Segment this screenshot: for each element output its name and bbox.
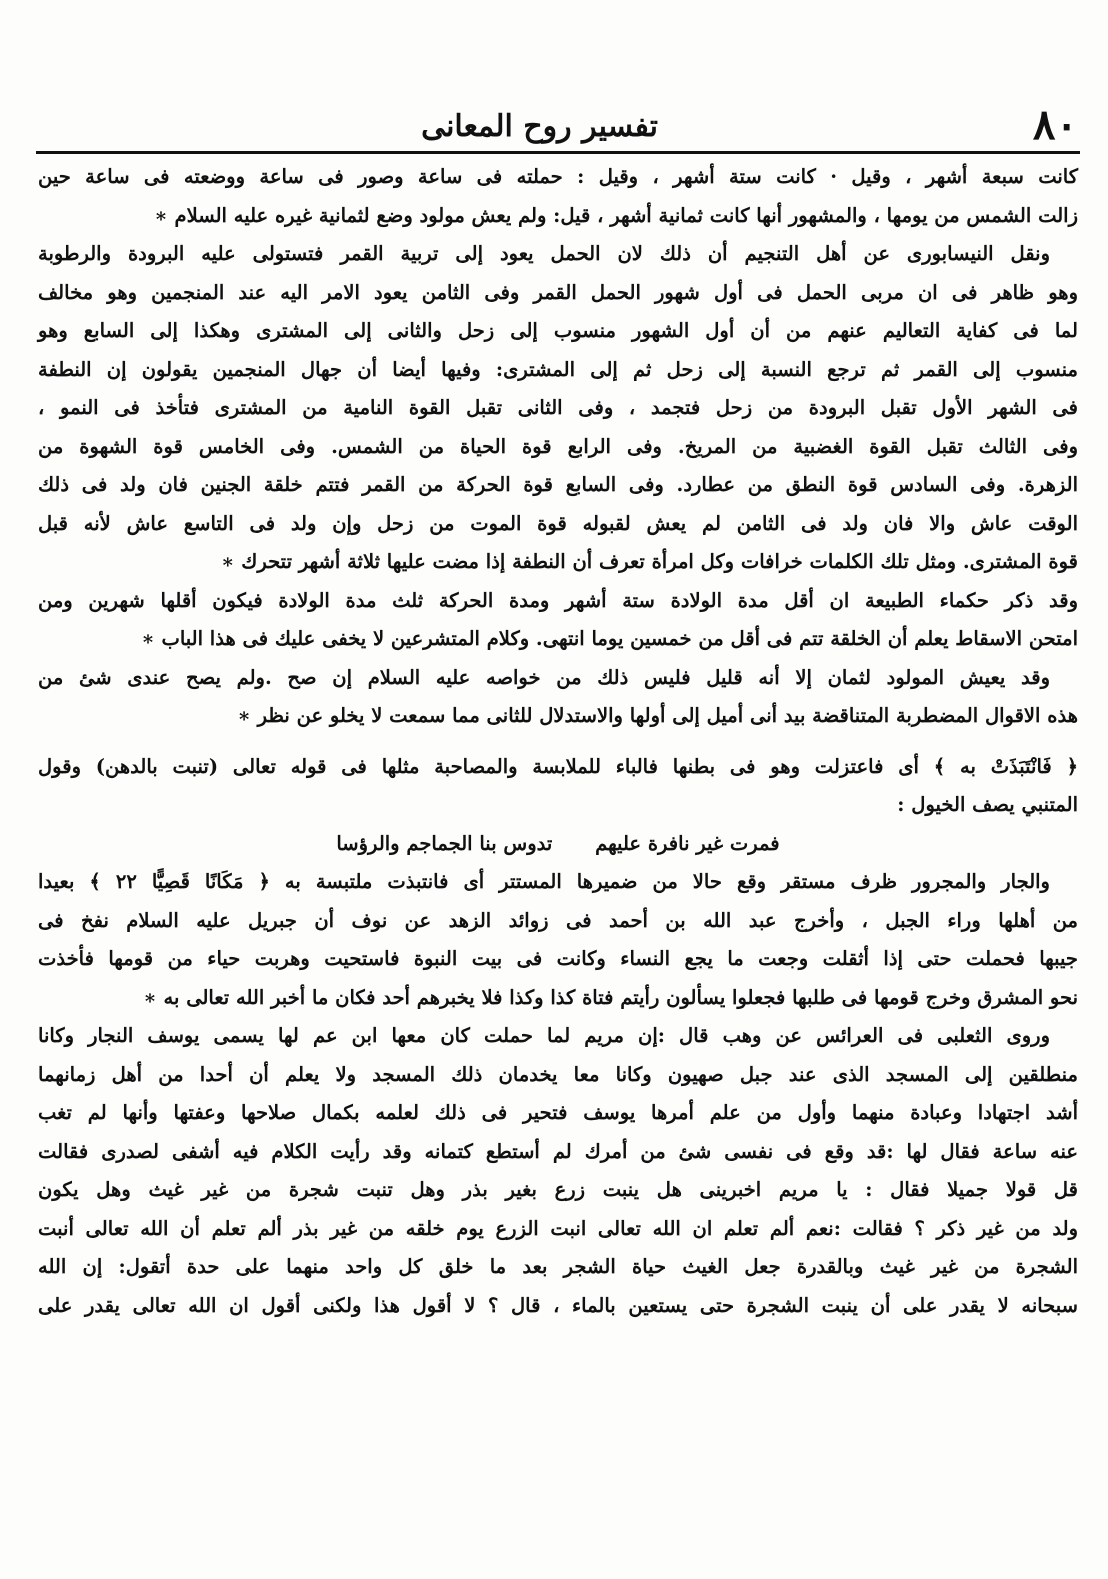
text-line: سبحانه لا يقدر على أن ينبت الشجرة حتى يستعين بالماء ، قال ؟ لا أقول هذا ولكنى أقول ان الله تعالى يقدر على: [38, 1293, 1078, 1317]
verse-hemistich-second: تدوس بنا الجماجم والرؤسا: [336, 831, 553, 855]
text-line: لما فى كفاية التعاليم عنهم من أن أول الشهور منسوب إلى زحل والثانى إلى المشترى وهكذا إلى السابع وهو: [38, 319, 1078, 342]
text-line: الوقت عاش والا فان ولد فى الثامن لم يعش لقبوله قوة الموت من زحل وإن ولد فى التاسع عاش لأنه قبل: [38, 511, 1078, 535]
text-line: منسوب إلى القمر ثم ترجع النسبة إلى زحل ثم إلى المشترى: وفيها أيضا أن جهال المنجمين يقولون إن النطفة: [38, 357, 1078, 381]
verse-hemistich-first: فمرت غير نافرة عليهم: [595, 831, 780, 855]
text-line: والجار والمجرور ظرف مستقر وقع حالا من ضميرها المستتر أى فانتبذت ملتبسة به ﴿ مَكَانًا قَصِيًّا ٢٢ ﴾ بعيدا: [38, 870, 1050, 893]
text-line: زالت الشمس من يومها ، والمشهور أنها كانت ثمانية أشهر ، قيل: ولم يعش مولود وضع لثمانية غيره عليه السلام ∗: [154, 203, 1078, 227]
text-line: الشجرة من غير غيث وبالقدرة جعل الغيث حياة الشجر بعد ما خلق كل واحد منهما على حدة أتقول: إن الله: [38, 1255, 1078, 1278]
text-line: وروى الثعلبى فى العرائس عن وهب قال :إن مريم لما حملت كان معها ابن عم لها يسمى يوسف النجار وكانا: [38, 1024, 1050, 1047]
text-line: وقد ذكر حكماء الطبيعة ان أقل مدة الولادة ستة أشهر ومدة الحركة ثلث مدة الولادة فيكون أقلها شهرين ومن: [38, 588, 1078, 612]
poetry-verse: [38, 825, 1078, 864]
text-line: منطلقين إلى المسجد الذى عند جبل صهيون وكانا معا يخدمان ذلك المسجد ولا يعلم أن أحدا من أهل زمانهما: [38, 1062, 1078, 1086]
text-line: امتحن الاسقاط يعلم أن الخلقة تتم فى أقل من خمسين يوما انتهى. وكلام المتشرعين لا يخفى عليك فى هذا الباب ∗: [141, 627, 1078, 650]
text-line: المتنبي يصف الخيول :: [897, 793, 1078, 816]
text-line: قوة المشترى. ومثل تلك الكلمات خرافات وكل امرأة تعرف أن النطفة إذا مضت عليها ثلاثة أشهر تتحرك ∗: [221, 550, 1078, 573]
running-title: تفسير روح المعانى: [421, 109, 658, 144]
text-line: عنه ساعة فقال لها :قد وقع فى نفسى شئ من أمرك لم أستطع كتمانه وقد رأيت الكلام فيه أشفى لصدرى فقالت: [38, 1139, 1078, 1163]
text-line: هذه الاقوال المضطربة المتناقضة بيد أنى أميل إلى أولها والاستدلال للثانى مما سمعت لا يخلو عن نظر ∗: [237, 704, 1078, 727]
text-line: وقد يعيش المولود لثمان إلا أنه قليل فليس ذلك من خواصه عليه السلام إن صح .ولم يصح عندى شئ من: [38, 665, 1050, 689]
text-line: وهو ظاهر فى ان مربى الحمل فى أول شهور الحمل القمر وفى الثامن يعود الامر اليه عند المنجمين وهو مخالف: [38, 280, 1078, 304]
text-line: أشد اجتهادا وعبادة منهما وأول من علم أمرها يوسف فتحير فى ذلك لعلمه بكمال صلاحها وعفتها وأنها لم تغب: [38, 1101, 1078, 1124]
text-line: من أهلها وراء الجبل ، وأخرج عبد الله بن أحمد فى زوائد الزهد عن نوف أن جبريل عليه السلام نفخ فى: [38, 908, 1078, 932]
body-text: [38, 158, 1078, 1325]
text-line: فى الشهر الأول تقبل البرودة من زحل فتجمد ، وفى الثانى تقبل القوة النامية من المشترى فتأخذ فى النمو ،: [38, 396, 1078, 419]
text-line: ﴿ فَانْتَبَذَتْ به ﴾ أى فاعتزلت وهو فى بطنها فالباء للملابسة والمصاحبة مثلها فى قوله تعالى (تنبت بالدهن) وقول: [38, 754, 1078, 778]
text-line: الزهرة. وفى السادس قوة النطق من عطارد. وفى السابع قوة الحركة من القمر فتتم خلقة الجنين فان ولد فى ذلك: [38, 473, 1078, 496]
text-line: وفى الثالث تقبل القوة الغضبية من المريخ. وفى الرابع قوة الحياة من الشمس. وفى الخامس قوة الشهوة من: [38, 434, 1078, 458]
page-header: [38, 100, 1078, 150]
text-line: ولد من غير ذكر ؟ فقالت :نعم ألم تعلم ان الله تعالى انبت الزرع يوم خلقه من غير بذر ألم تعلم أن الله تعالى أنبت: [38, 1216, 1078, 1240]
text-line: قل قولا جميلا فقال : يا مريم اخبرينى هل ينبت زرع بغير بذر وهل تنبت شجرة من غير غيث وهل يكون: [38, 1178, 1078, 1201]
text-line: نحو المشرق وخرج قومها فى طلبها فجعلوا يسألون رأيتم فتاة كذا وكذا فلا يخبرهم أحد فكان ما أخبر الله تعالى به ∗: [143, 985, 1078, 1009]
page-number: ٨٠: [1032, 100, 1078, 149]
text-line: ونقل النيسابورى عن أهل التنجيم أن ذلك لان الحمل يعود إلى تربية القمر فتستولى عليه البرودة والرطوبة: [38, 242, 1050, 265]
text-line: كانت سبعة أشهر ، وقيل · كانت ستة أشهر ، وقيل : حملته فى ساعة وصور فى ساعة ووضعته فى ساعة حين: [38, 165, 1078, 188]
header-rule: [36, 151, 1080, 154]
text-line: جيبها فحملت حتى إذا أثقلت وجعت ما يجع النساء وكانت فى بيت النبوة فاستحيت وهربت حياء من قومها فأخذت: [38, 947, 1078, 970]
